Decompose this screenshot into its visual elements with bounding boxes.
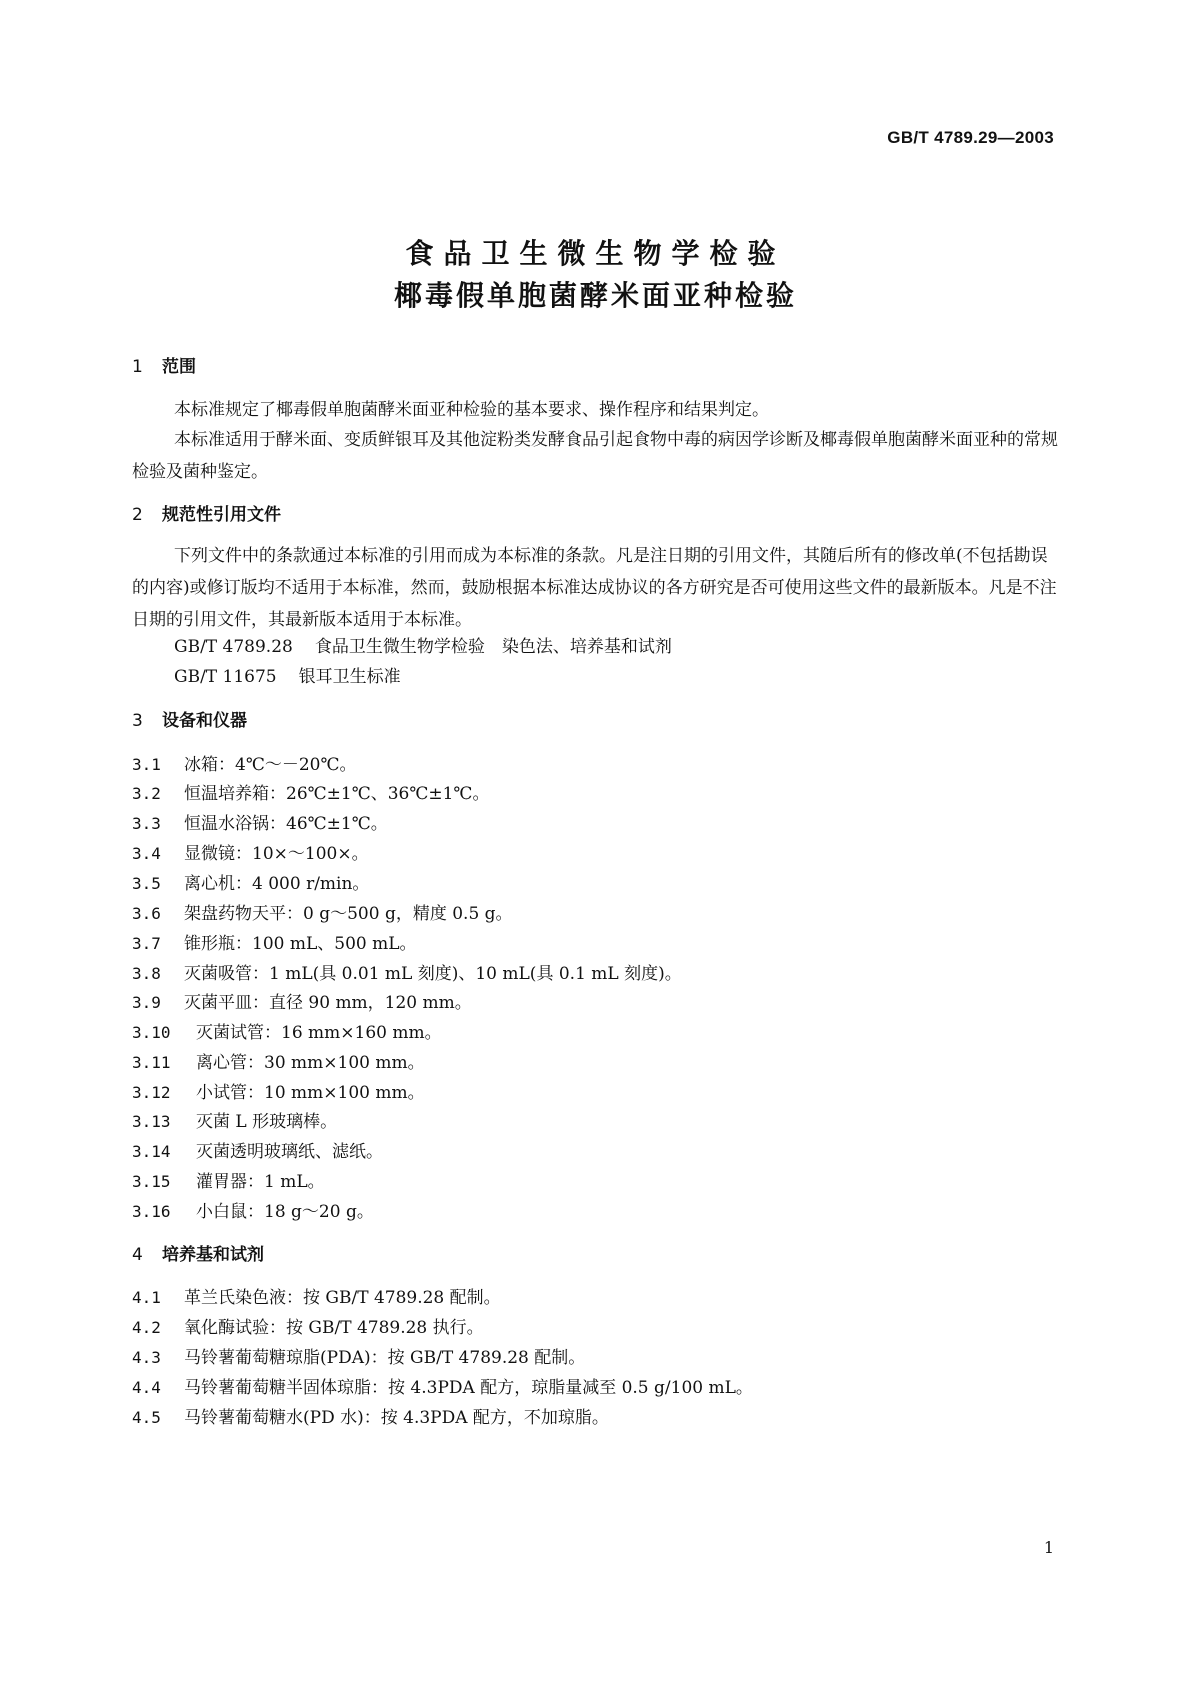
list-item	[132, 1403, 609, 1428]
list-item	[132, 1107, 337, 1132]
text-span: 灭菌 L 形玻璃棒。	[196, 1112, 338, 1132]
list-item	[132, 1313, 484, 1338]
list-item	[132, 1167, 325, 1192]
text-span: 4.1	[132, 1288, 161, 1307]
text-span: 3.5	[132, 874, 161, 893]
text-span: 下列文件中的条款通过本标准的引用而成为本标准的条款。凡是注日期的引用文件，其随后所有的修改单(不包括勘误的内容)或修订版均不适用于本标准，然而，鼓励根据本标准达成协议的各方研究是否可使用这些文件的最新版本。凡是不注日期的引用文件，其最新版本适用于本标准。	[132, 546, 1057, 630]
section-2-paragraph-1	[132, 540, 1059, 636]
text-span: 离心机：4 000 r/min。	[184, 874, 370, 894]
list-item	[132, 899, 513, 924]
section-1-paragraph-2	[132, 424, 1059, 488]
text-span: GB/T 11675	[174, 667, 277, 687]
section-title: 培养基和试剂	[162, 1245, 264, 1265]
section-heading-1	[132, 352, 196, 377]
section-heading-2	[132, 500, 281, 525]
text-span: 马铃薯葡萄糖水(PD 水)：按 4.3PDA 配方，不加琼脂。	[184, 1408, 609, 1428]
text-span: 离心管：30 mm×100 mm。	[196, 1053, 425, 1073]
text-span: 4.3	[132, 1348, 161, 1367]
text-span: 3.11	[132, 1053, 171, 1072]
text-span: 3.13	[132, 1112, 171, 1131]
list-item	[132, 959, 682, 984]
text-span: 3.6	[132, 904, 161, 923]
text-span: 3.2	[132, 784, 161, 803]
standard-number: GB/T 4789.29—2003	[887, 128, 1054, 147]
text-span: 3.10	[132, 1023, 171, 1042]
normative-reference	[174, 662, 401, 687]
document-title-line2: 椰毒假单胞菌酵米面亚种检验	[393, 279, 797, 312]
text-span: 3.1	[132, 755, 161, 774]
text-span: 小白鼠：18 g～20 g。	[196, 1202, 374, 1222]
text-span: 小试管：10 mm×100 mm。	[196, 1083, 425, 1103]
text-span: 3.14	[132, 1142, 171, 1161]
text-span: 灭菌透明玻璃纸、滤纸。	[196, 1142, 383, 1162]
section-number: 3	[132, 711, 143, 731]
page-number: 1	[1043, 1538, 1054, 1557]
section-number: 1	[132, 357, 143, 377]
text-span: 氧化酶试验：按 GB/T 4789.28 执行。	[184, 1318, 484, 1338]
text-span: 3.9	[132, 993, 161, 1012]
document-title-line1: 食品卫生微生物学检验	[405, 237, 786, 270]
section-title: 设备和仪器	[162, 711, 247, 731]
normative-reference	[174, 632, 672, 657]
list-item	[132, 1137, 383, 1162]
section-number: 4	[132, 1245, 143, 1265]
section-heading-3	[132, 706, 247, 731]
list-item	[132, 1373, 753, 1398]
text-span: 3.16	[132, 1202, 171, 1221]
text-span: 灭菌试管：16 mm×160 mm。	[196, 1023, 442, 1043]
text-span: 3.15	[132, 1172, 171, 1191]
list-item	[132, 839, 369, 864]
text-span: 恒温培养箱：26℃±1℃、36℃±1℃。	[184, 784, 490, 804]
list-item	[132, 1283, 501, 1308]
section-heading-4	[132, 1240, 264, 1265]
list-item	[132, 750, 356, 775]
section-1-paragraph-1	[132, 394, 1059, 426]
text-span: 3.7	[132, 934, 161, 953]
text-span: 革兰氏染色液：按 GB/T 4789.28 配制。	[184, 1288, 501, 1308]
text-span: 冰箱：4℃～－20℃。	[184, 755, 357, 775]
section-title: 范围	[162, 357, 196, 377]
section-number: 2	[132, 505, 143, 525]
text-span: GB/T 4789.28	[174, 637, 293, 657]
text-span: 灭菌吸管：1 mL(具 0.01 mL 刻度)、10 mL(具 0.1 mL 刻度)。	[184, 964, 682, 984]
text-span: 灌胃器：1 mL。	[196, 1172, 325, 1192]
text-span: 食品卫生微生物学检验 染色法、培养基和试剂	[314, 637, 672, 657]
text-span: 4.4	[132, 1378, 161, 1397]
text-span: 恒温水浴锅：46℃±1℃。	[184, 814, 388, 834]
section-title: 规范性引用文件	[162, 505, 281, 525]
text-span: 4.5	[132, 1408, 161, 1427]
list-item	[132, 1078, 425, 1103]
text-span: 3.8	[132, 964, 161, 983]
text-span: 锥形瓶：100 mL、500 mL。	[184, 934, 417, 954]
text-span: 本标准规定了椰毒假单胞菌酵米面亚种检验的基本要求、操作程序和结果判定。	[174, 400, 769, 420]
text-span: 马铃薯葡萄糖琼脂(PDA)：按 GB/T 4789.28 配制。	[184, 1348, 586, 1368]
text-span: 显微镜：10×～100×。	[184, 844, 369, 864]
text-span: 本标准适用于酵米面、变质鲜银耳及其他淀粉类发酵食品引起食物中毒的病因学诊断及椰毒假单胞菌酵米面亚种的常规检验及菌种鉴定。	[132, 430, 1058, 482]
list-item	[132, 1048, 425, 1073]
text-span: 灭菌平皿：直径 90 mm，120 mm。	[184, 993, 472, 1013]
text-span: 3.3	[132, 814, 161, 833]
list-item	[132, 1197, 374, 1222]
list-item	[132, 1343, 585, 1368]
list-item	[132, 869, 369, 894]
list-item	[132, 988, 472, 1013]
list-item	[132, 809, 388, 834]
text-span: 3.4	[132, 844, 161, 863]
text-span: 马铃薯葡萄糖半固体琼脂：按 4.3PDA 配方，琼脂量减至 0.5 g/100 mL。	[184, 1378, 753, 1398]
list-item	[132, 1018, 442, 1043]
list-item	[132, 929, 417, 954]
text-span: 3.12	[132, 1083, 171, 1102]
list-item	[132, 779, 489, 804]
text-span: 4.2	[132, 1318, 161, 1337]
text-span: 架盘药物天平：0 g～500 g，精度 0.5 g。	[184, 904, 513, 924]
text-span: 银耳卫生标准	[298, 667, 401, 687]
